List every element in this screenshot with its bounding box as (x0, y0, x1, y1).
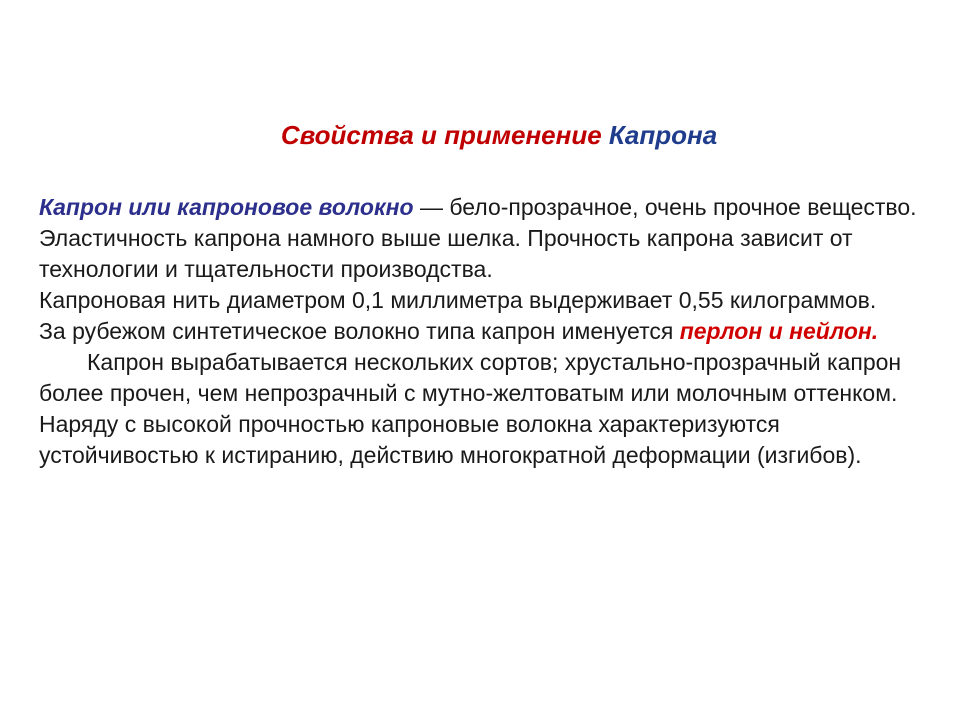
title-red-part: Свойства и применение (280, 120, 602, 150)
foreign-names-text: За рубежом синтетическое волокно типа капрон именуется (39, 318, 680, 344)
paragraph-foreign-names (39, 316, 939, 347)
definition-text: — бело-прозрачное, очень прочное вещество. Эластичность капрона намного выше шелка. Прочность капрона зависит от технологии и тщательности производства. (39, 194, 917, 282)
paragraph-strength: Капроновая нить диаметром 0,1 миллиметра выдерживает 0,55 килограммов. (39, 287, 877, 313)
term-kapron: Капрон или капроновое волокно (39, 194, 414, 220)
slide-body (39, 192, 939, 471)
term-perlon-nylon: перлон и нейлон. (679, 318, 879, 344)
paragraph-resistance: Наряду с высокой прочностью капроновые волокна характеризуются устойчивостью к истиранию, действию многократной деформации (изгибов). (39, 411, 862, 468)
paragraph-definition (39, 192, 939, 285)
paragraph-sorts: Капрон вырабатывается нескольких сортов; хрустально-прозрачный капрон более прочен, чем непрозрачный с мутно-желтоватым или молочным оттенком. (39, 349, 902, 406)
slide-title (0, 117, 960, 153)
title-blue-part: Капрона (608, 120, 718, 150)
